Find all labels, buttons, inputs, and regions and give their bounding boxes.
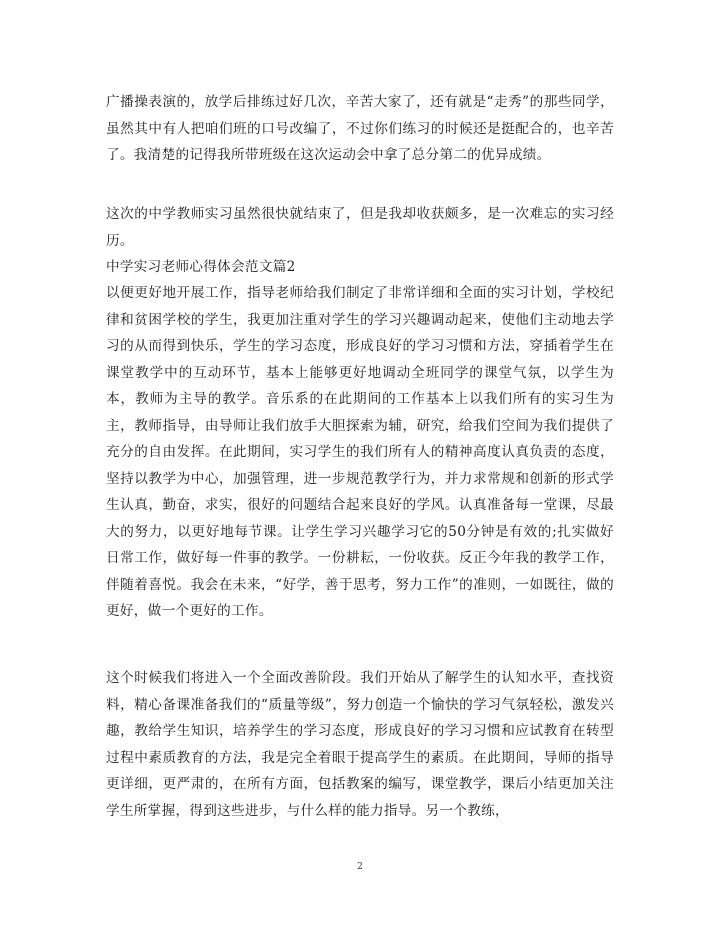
paragraph-sports-meet: 广播操表演的，放学后排练过好几次，辛苦大家了，还有就是“走秀”的那些同学，虽然其中有人把咱们班的口号改编了，不过你们练习的时候还是挺配合的，也辛苦了。我清楚的记得我所带班级在这次运动会中拿了总分第二的优异成绩。 [106, 94, 614, 163]
paragraph-improvement-stage: 这个时候我们将进入一个全面改善阶段。我们开始从了解学生的认知水平，查找资料，精心备课准备我们的“质量等级”，努力创造一个愉快的学习气氛轻松，激发兴趣，教给学生知识，培养学生的学习态度，形成良好的学习习惯和应试教育在转型过程中素质教育的方法，我是完全着眼于提高学生的素质。在此期间，导师的指导更详细，更严肃的，在所有方面，包括教案的编写，课堂教学，课后小结更加关注学生所掌握，得到这些进步，与什么样的能力指导。另一个教练， [106, 670, 614, 819]
paragraph-teaching-plan: 以便更好地开展工作，指导老师给我们制定了非常详细和全面的实习计划，学校纪律和贫困学校的学生，我更加注重对学生的学习兴趣调动起来，使他们主动地去学习的从而得到快乐，学生的学习态度，形成良好的学习习惯和方法，穿插着学生在课堂教学中的互动环节，基本上能够更好地调动全班同学的课堂气氛，以学生为本，教师为主导的教学。音乐系的在此期间的工作基本上以我们所有的实习生为主，教师指导，由导师让我们放手大胆探索为辅，研究，给我们空间为我们提供了充分的自由发挥。在此期间，实习学生的我们所有人的精神高度认真负责的态度，坚持以教学为中心，加强管理，进一步规范教学行为，并力求常规和创新的形式学生认真，勤奋，求实，很好的问题结合起来良好的学风。认真准备每一堂课，尽最大的努力，以更好地每节课。让学生学习兴趣学习它的50分钟是有效的;扎实做好日常工作，做好每一件事的教学。一份耕耘，一份收获。反正今年我的教学工作，伴随着喜悦。我会在未来，“好学，善于思考，努力工作”的准则，一如既往，做的更好，做一个更好的工作。 [106, 285, 614, 619]
paragraph-internship-summary: 这次的中学教师实习虽然很快就结束了，但是我却收获颇多，是一次难忘的实习经历。 [106, 206, 614, 249]
section-heading: 中学实习老师心得体会范文篇2 [106, 259, 296, 275]
page-number: 2 [357, 862, 363, 872]
